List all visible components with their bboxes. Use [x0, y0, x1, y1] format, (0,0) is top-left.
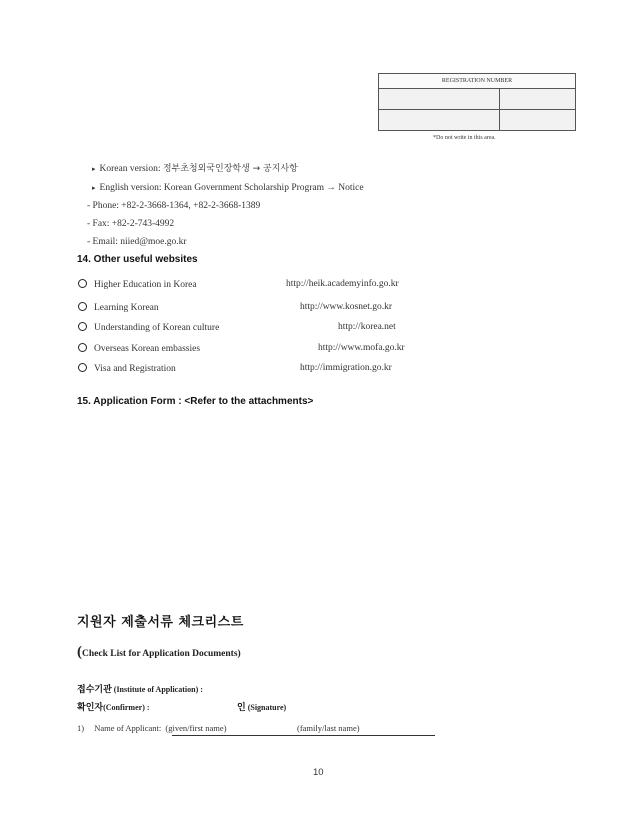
- confirmer-line: [77, 700, 150, 713]
- website-name: Overseas Korean embassies: [94, 344, 201, 354]
- registration-cell: [500, 110, 576, 131]
- applicant-name-underline: [172, 735, 435, 736]
- confirmer-label-korean: 확인자: [77, 703, 104, 713]
- english-version-text: English version: Korean Government Scholarship Program → Notice: [99, 183, 364, 193]
- website-row: [78, 279, 197, 290]
- triangle-bullet-icon: ▸: [92, 184, 96, 192]
- given-name-hint: (given/first name): [165, 723, 227, 733]
- open-paren: (: [77, 644, 82, 660]
- korean-version-label: Korean version:: [99, 164, 161, 174]
- confirmer-label-english: (Confirmer) :: [103, 703, 150, 712]
- phone-line: - Phone: +82-2-3668-1364, +82-2-3668-1389: [87, 201, 261, 211]
- circle-bullet-icon: [78, 302, 87, 311]
- email-line: - Email: niied@moe.go.kr: [87, 237, 187, 247]
- english-version-line: [92, 183, 364, 193]
- website-url[interactable]: http://www.mofa.go.kr: [318, 343, 405, 353]
- institute-label-english: (Institute of Application) :: [113, 685, 203, 694]
- website-row: [78, 363, 176, 374]
- checklist-title-english-text: Check List for Application Documents): [82, 649, 241, 659]
- korean-version-value: 정부초청외국인장학생 → 공지사항: [162, 164, 298, 174]
- checklist-title-korean: 지원자 제출서류 체크리스트: [77, 615, 244, 630]
- website-row: [78, 343, 200, 354]
- registration-number-table: [378, 73, 576, 131]
- signature-line: [237, 700, 286, 713]
- registration-cell: [379, 89, 500, 110]
- signature-label-korean: 인: [237, 703, 246, 713]
- circle-bullet-icon: [78, 343, 87, 352]
- website-row: [78, 302, 159, 313]
- website-name: Higher Education in Korea: [94, 280, 197, 290]
- signature-label-english: (Signature): [247, 703, 287, 712]
- registration-note: *Do not write in this area.: [433, 135, 496, 141]
- item-number: 1): [77, 723, 85, 733]
- website-url[interactable]: http://immigration.go.kr: [300, 363, 392, 373]
- family-name-hint: (family/last name): [297, 723, 360, 733]
- website-url[interactable]: http://korea.net: [338, 322, 396, 332]
- circle-bullet-icon: [78, 322, 87, 331]
- website-url[interactable]: http://heik.academyinfo.go.kr: [286, 279, 399, 289]
- page-number: 10: [313, 767, 324, 778]
- applicant-name-label: Name of Applicant:: [94, 723, 162, 733]
- registration-cell: [500, 89, 576, 110]
- institute-label-korean: 접수기관: [77, 685, 112, 695]
- website-name: Understanding of Korean culture: [94, 323, 220, 333]
- website-url[interactable]: http://www.kosnet.go.kr: [300, 302, 393, 312]
- section-14-title: 14. Other useful websites: [77, 254, 198, 265]
- section-15-title: 15. Application Form : <Refer to the attachments>: [77, 396, 314, 407]
- fax-line: - Fax: +82-2-743-4992: [87, 219, 175, 229]
- institute-line: [77, 682, 203, 695]
- registration-cell: [379, 110, 500, 131]
- applicant-name-row: [77, 723, 227, 733]
- website-row: [78, 322, 219, 333]
- registration-number-header: REGISTRATION NUMBER: [379, 74, 576, 89]
- checklist-title-english: [77, 644, 241, 661]
- website-name: Learning Korean: [94, 303, 159, 313]
- website-name: Visa and Registration: [94, 364, 176, 374]
- korean-version-line: [92, 161, 298, 174]
- circle-bullet-icon: [78, 279, 87, 288]
- triangle-bullet-icon: ▸: [92, 165, 96, 173]
- circle-bullet-icon: [78, 363, 87, 372]
